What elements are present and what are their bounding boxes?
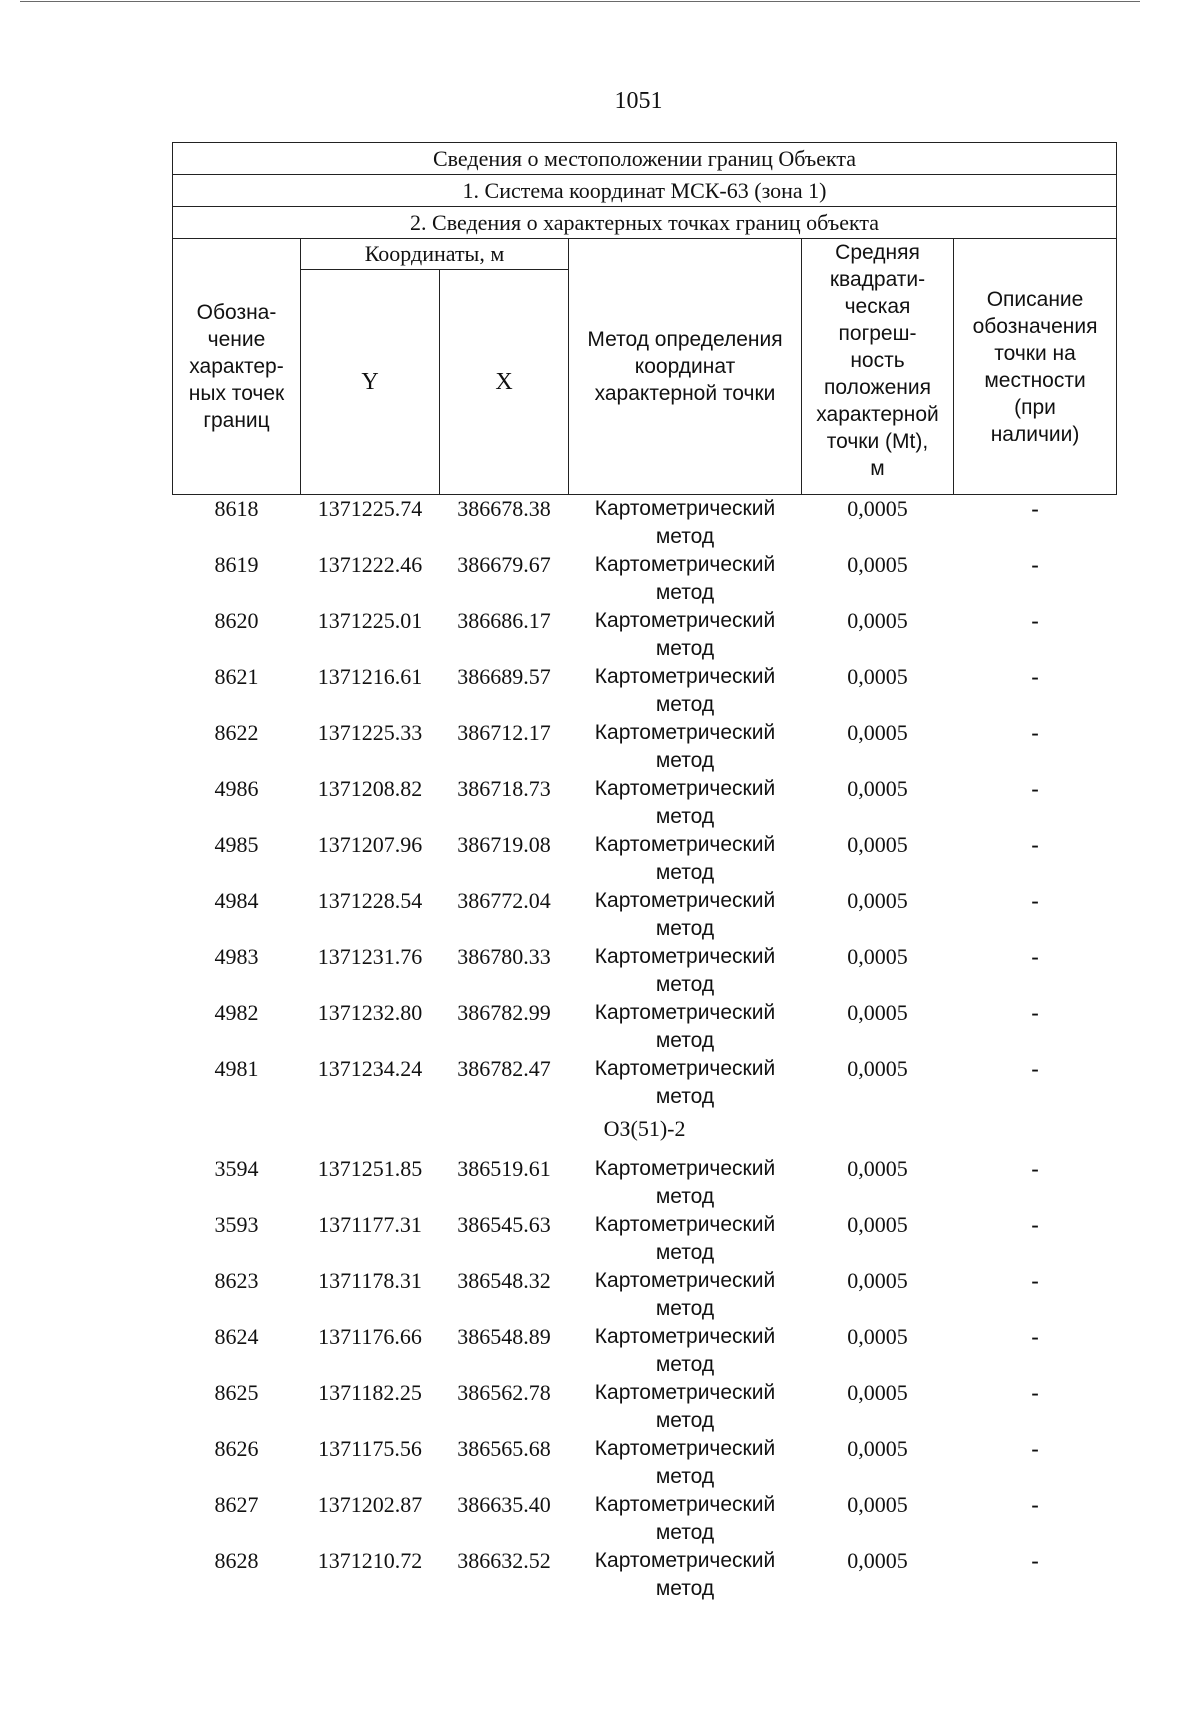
x-cell: 386718.73 [457,776,551,801]
method-column-header [569,239,802,495]
header-line: характерной [816,403,939,426]
mt-cell: 0,0005 [847,664,908,689]
method-cell: Картометрический метод [594,665,776,716]
y-cell: 1371225.01 [317,608,423,633]
section-title: 2. Сведения о характерных точках границ объекта [173,207,1117,239]
table-row [173,495,1117,552]
point-cell: 8621 [214,664,259,689]
description-cell: - [1031,1212,1039,1237]
y-cell: 1371222.46 [317,552,423,577]
header-line: (при [1014,395,1056,419]
table-row [173,1547,1117,1603]
description-cell: - [1031,1268,1039,1293]
mt-cell: 0,0005 [847,1156,908,1181]
table-title: Сведения о местоположении границ Объекта [173,143,1117,175]
method-cell: Картометрический метод [594,497,776,548]
scan-top-edge-line [20,1,1140,2]
x-cell: 386679.67 [457,552,551,577]
description-cell: - [1031,1156,1039,1181]
y-cell: 1371208.82 [317,776,423,801]
boundary-points-table [172,142,1117,1603]
x-cell: 386686.17 [457,608,551,633]
y-cell: 1371202.87 [317,1492,423,1517]
header-line: точки на [994,341,1076,365]
table-row [173,887,1117,943]
header-line: Обозна- [196,301,277,324]
header-line: наличии) [990,422,1080,446]
x-cell: 386780.33 [457,944,551,969]
y-cell: 1371178.31 [318,1268,422,1293]
y-cell: 1371216.61 [317,664,423,689]
x-cell: 386712.17 [457,720,551,745]
x-cell: 386782.47 [457,1056,551,1081]
x-column-header: X [440,270,569,495]
method-cell: Картометрический метод [594,777,776,828]
description-cell: - [1031,776,1039,801]
x-cell: 386772.04 [457,888,551,913]
coordinates-header: Координаты, м [301,239,569,270]
point-cell: 8623 [214,1268,259,1293]
method-cell: Картометрический метод [594,1381,776,1432]
point-column-header [173,239,301,495]
point-cell: 4986 [214,776,259,801]
point-cell: 8624 [214,1324,259,1349]
point-cell: 8628 [214,1548,259,1573]
table-row [173,1323,1117,1379]
header-line: ческая [844,295,911,318]
mt-cell: 0,0005 [847,776,908,801]
point-cell: 8626 [214,1436,259,1461]
y-cell: 1371176.66 [318,1324,422,1349]
header-line: характер- [189,355,284,378]
table-row [173,719,1117,775]
mt-cell: 0,0005 [847,1268,908,1293]
method-cell: Картометрический метод [594,945,776,996]
method-cell: Картометрический метод [594,1157,776,1208]
description-cell: - [1031,552,1039,577]
table-row [173,1267,1117,1323]
point-cell: 3593 [214,1212,259,1237]
point-cell: 8627 [214,1492,259,1517]
header-line: Средняя [835,241,920,264]
mt-cell: 0,0005 [847,832,908,857]
table-row [173,551,1117,607]
method-cell: Картометрический метод [594,1213,776,1264]
point-cell: 4984 [214,888,259,913]
mt-cell: 0,0005 [847,1212,908,1237]
y-column-header: Y [301,270,440,495]
header-line: границ [203,409,270,432]
section-label: ОЗ(51)-2 [603,1116,686,1141]
table-row [173,663,1117,719]
y-cell: 1371228.54 [317,888,423,913]
table-row [173,1491,1117,1547]
point-cell: 8625 [214,1380,259,1405]
x-cell: 386545.63 [457,1212,551,1237]
x-cell: 386678.38 [457,496,551,521]
point-cell: 8618 [214,496,259,521]
mt-cell: 0,0005 [847,608,908,633]
y-cell: 1371177.31 [318,1212,422,1237]
page-number: 1051 [614,88,663,114]
header-line: положения [824,376,931,399]
table-row [173,1211,1117,1267]
y-cell: 1371234.24 [317,1056,423,1081]
header-line: квадрати- [829,268,926,291]
point-cell: 4982 [214,1000,259,1025]
method-cell: Картометрический метод [594,609,776,660]
description-cell: - [1031,664,1039,689]
table-row [173,1435,1117,1491]
description-cell: - [1031,1000,1039,1025]
description-cell: - [1031,1056,1039,1081]
x-cell: 386689.57 [457,664,551,689]
header-line: ность [850,349,905,372]
header-line: м [870,457,885,480]
description-cell: - [1031,496,1039,521]
y-cell: 1371225.33 [317,720,423,745]
mt-cell: 0,0005 [847,720,908,745]
description-cell: - [1031,888,1039,913]
point-cell: 8622 [214,720,259,745]
x-cell: 386548.89 [457,1324,551,1349]
description-cell: - [1031,1548,1039,1573]
header-line: координат [634,355,736,378]
header-line: ных точек [188,382,285,405]
x-cell: 386565.68 [457,1436,551,1461]
table-body [173,495,1117,1604]
mt-column-header [802,239,954,495]
description-cell: - [1031,1380,1039,1405]
y-cell: 1371225.74 [317,496,423,521]
x-cell: 386548.32 [457,1268,551,1293]
y-cell: 1371175.56 [318,1436,422,1461]
header-line: точки (Mt), [826,430,929,453]
x-cell: 386519.61 [457,1156,551,1181]
mt-cell: 0,0005 [847,1056,908,1081]
table-row [173,1055,1117,1111]
section-row [173,1111,1117,1155]
header-line: обозначения [972,314,1098,338]
description-column-header [954,239,1117,495]
x-cell: 386632.52 [457,1548,551,1573]
mt-cell: 0,0005 [847,1436,908,1461]
mt-cell: 0,0005 [847,1380,908,1405]
point-cell: 4981 [214,1056,259,1081]
mt-cell: 0,0005 [847,1000,908,1025]
table-row [173,831,1117,887]
header-line: характерной точки [594,382,776,405]
method-cell: Картометрический метод [594,889,776,940]
y-cell: 1371207.96 [317,832,423,857]
table-header [173,143,1117,495]
method-cell: Картометрический метод [594,1057,776,1108]
table-row [173,775,1117,831]
description-cell: - [1031,832,1039,857]
mt-cell: 0,0005 [847,1492,908,1517]
header-line: погреш- [838,322,917,345]
method-cell: Картометрический метод [594,1325,776,1376]
table-row [173,1379,1117,1435]
header-line: Описание [986,287,1084,311]
mt-cell: 0,0005 [847,888,908,913]
table-row [173,1155,1117,1211]
method-cell: Картометрический метод [594,1437,776,1488]
description-cell: - [1031,1492,1039,1517]
mt-cell: 0,0005 [847,944,908,969]
description-cell: - [1031,720,1039,745]
header-line: местности [984,368,1086,392]
y-cell: 1371182.25 [318,1380,422,1405]
x-cell: 386635.40 [457,1492,551,1517]
point-cell: 8619 [214,552,259,577]
method-cell: Картометрический метод [594,553,776,604]
x-cell: 386719.08 [457,832,551,857]
point-cell: 3594 [214,1156,259,1181]
x-cell: 386782.99 [457,1000,551,1025]
header-line: чение [207,328,266,351]
y-cell: 1371232.80 [317,1000,423,1025]
header-line: Метод определения [587,328,783,351]
mt-cell: 0,0005 [847,496,908,521]
y-cell: 1371231.76 [317,944,423,969]
table-row [173,999,1117,1055]
mt-cell: 0,0005 [847,552,908,577]
description-cell: - [1031,1436,1039,1461]
coordinate-system: 1. Система координат МСК-63 (зона 1) [173,175,1117,207]
mt-cell: 0,0005 [847,1548,908,1573]
description-cell: - [1031,608,1039,633]
method-cell: Картометрический метод [594,721,776,772]
y-cell: 1371251.85 [317,1156,423,1181]
point-cell: 4983 [214,944,259,969]
method-cell: Картометрический метод [594,1269,776,1320]
point-cell: 8620 [214,608,259,633]
description-cell: - [1031,944,1039,969]
method-cell: Картометрический метод [594,833,776,884]
method-cell: Картометрический метод [594,1493,776,1544]
method-cell: Картометрический метод [594,1549,776,1600]
mt-cell: 0,0005 [847,1324,908,1349]
x-cell: 386562.78 [457,1380,551,1405]
y-cell: 1371210.72 [317,1548,423,1573]
method-cell: Картометрический метод [594,1001,776,1052]
description-cell: - [1031,1324,1039,1349]
table-row [173,607,1117,663]
point-cell: 4985 [214,832,259,857]
table-row [173,943,1117,999]
